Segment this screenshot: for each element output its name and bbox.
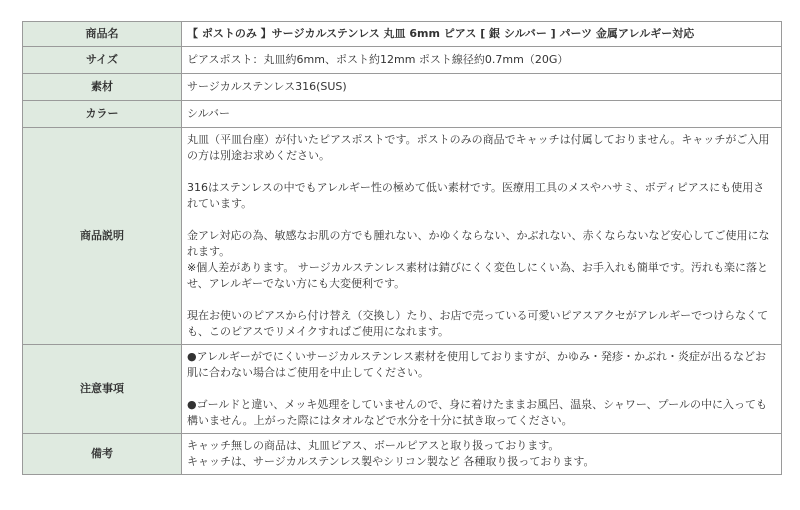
description-paragraph-1: 丸皿（平皿台座）が付いたピアスポストです。ポストのみの商品でキャッチは付属しておりません。キャッチがご入用の方は別途お求めください。 <box>187 133 770 162</box>
product-spec-table <box>22 21 782 475</box>
paragraph-spacer <box>187 381 775 397</box>
label-product-name: 商品名 <box>23 22 182 47</box>
value-remarks <box>182 434 782 475</box>
row-notes <box>23 345 782 434</box>
value-material: サージカルステンレス316(SUS) <box>182 74 782 101</box>
value-notes <box>182 345 782 434</box>
row-remarks <box>23 434 782 475</box>
label-size: サイズ <box>23 47 182 74</box>
notes-paragraph-2: ●ゴールドと違い、メッキ処理をしていませんので、身に着けたままお風呂、温泉、シャワー、プールの中に入っても構いません。上がった際にはタオルなどで水分を十分に拭き取ってください。 <box>187 398 767 427</box>
row-description <box>23 128 782 345</box>
product-spec-table-wrapper <box>22 21 782 475</box>
description-paragraph-4: 現在お使いのピアスから付け替え（交換し）たり、お店で売っている可愛いピアスアクセがアレルギーでつけらなくても、このピアスでリメイクすればご使用になれます。 <box>187 309 769 338</box>
value-description <box>182 128 782 345</box>
label-description: 商品説明 <box>23 128 182 345</box>
label-remarks: 備考 <box>23 434 182 475</box>
paragraph-spacer <box>187 292 775 308</box>
label-color: カラー <box>23 101 182 128</box>
remarks-line-2: キャッチは、サージカルステンレス製やシリコン製など 各種取り扱っております。 <box>187 455 595 468</box>
value-product-name: 【 ポストのみ 】サージカルステンレス 丸皿 6mm ピアス [ 銀 シルバー ] パーツ 金属アレルギー対応 <box>182 22 782 47</box>
row-color <box>23 101 782 128</box>
value-size: ピアスポスト：丸皿約6mm、ポスト約12mm ポスト線径約0.7mm（20G） <box>182 47 782 74</box>
description-paragraph-2: 316はステンレスの中でもアレルギー性の極めて低い素材です。医療用工具のメスやハサミ、ボディピアスにも使用されています。 <box>187 181 765 210</box>
row-material <box>23 74 782 101</box>
remarks-line-1: キャッチ無しの商品は、丸皿ピアス、ボールピアスと取り扱っております。 <box>187 439 560 452</box>
description-paragraph-3a: 金アレ対応の為、敏感なお肌の方でも腫れない、かゆくならない、かぶれない、赤くならないなど安心してご使用になれます。 <box>187 229 770 258</box>
notes-paragraph-1: ●アレルギーがでにくいサージカルステンレス素材を使用しておりますが、かゆみ・発疹・かぶれ・炎症が出るなどお肌に合わない場合はご使用を中止してください。 <box>187 350 766 379</box>
description-paragraph-3b: ※個人差があります。 サージカルステンレス素材は錆びにくく変色しにくい為、お手入れも簡単です。汚れも楽に落とせ、アレルギーでない方にも大変便利です。 <box>187 261 769 290</box>
value-color: シルバー <box>182 101 782 128</box>
row-product-name <box>23 22 782 47</box>
label-material: 素材 <box>23 74 182 101</box>
paragraph-spacer <box>187 164 775 180</box>
row-size <box>23 47 782 74</box>
paragraph-spacer <box>187 212 775 228</box>
label-notes: 注意事項 <box>23 345 182 434</box>
